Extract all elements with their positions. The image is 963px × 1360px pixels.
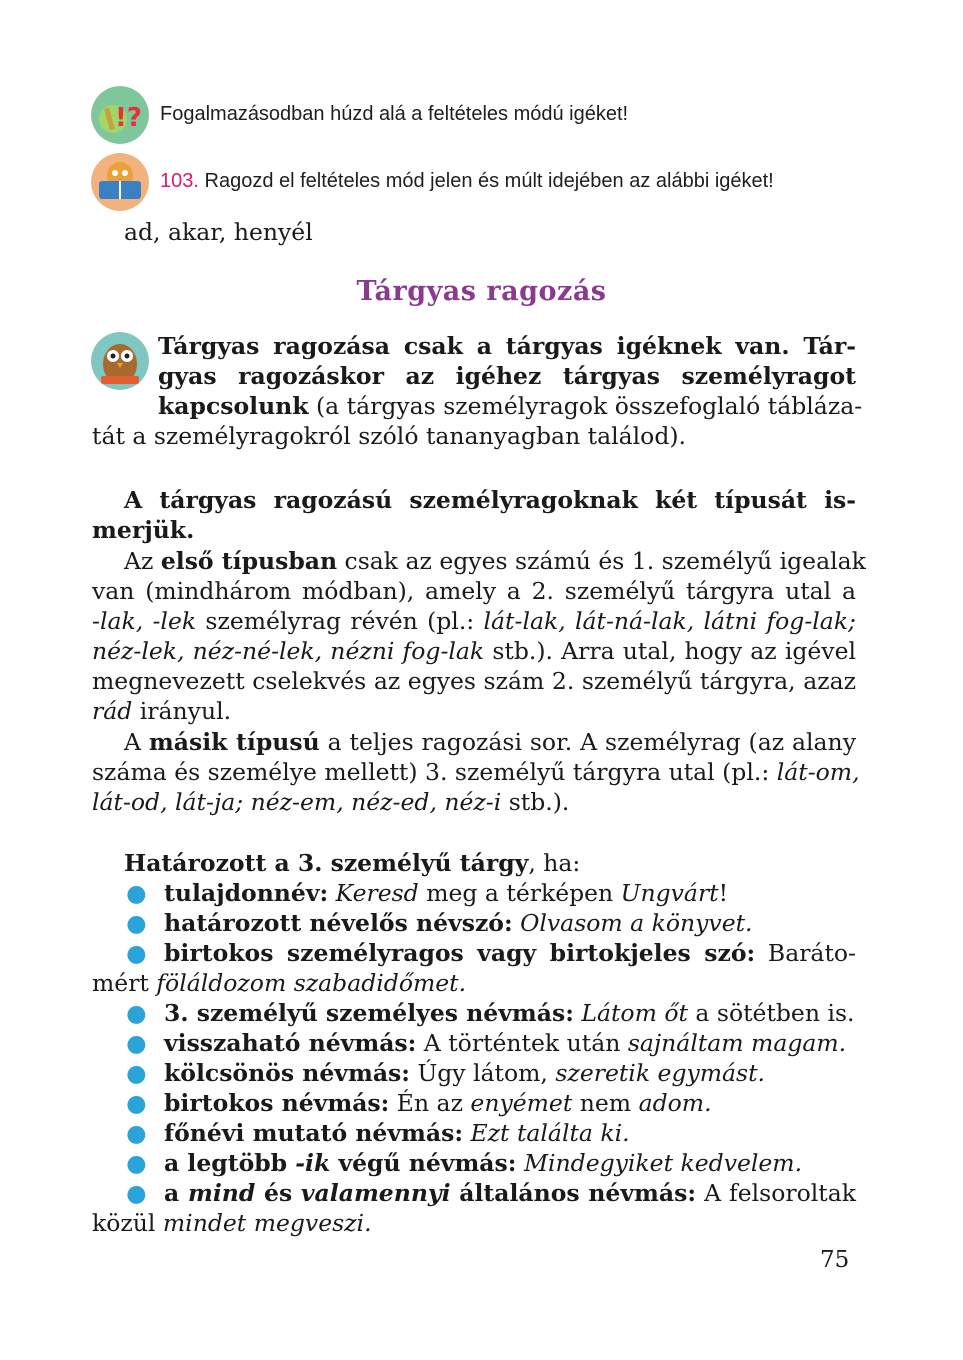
type1-line-6: rád irányul. — [92, 697, 232, 725]
list-item: ● birtokos névmás: Én az enyémet nem adom. — [126, 1089, 712, 1117]
exercise-text: Ragozd el feltételes mód jelen és múlt idejében az alábbi igéket! — [204, 170, 774, 192]
type1-line-3: -lak, -lek személyrag révén (pl.: lát-lak, lát-ná-lak, látni fog-lak; — [92, 607, 856, 635]
task-instruction: Fogalmazásodban húzd alá a feltételes módú igéket! — [160, 103, 629, 125]
owl-teacher-icon — [91, 332, 149, 390]
type2-line-3: lát-od, lát-ja; néz-em, néz-ed, néz-i stb.). — [92, 788, 570, 816]
rule-line-4: tát a személyragokról szóló tananyagban találod). — [92, 422, 686, 450]
types-heading-2: merjük. — [92, 516, 195, 544]
rule-line-2: gyas ragozáskor az igéhez tárgyas személyragot — [158, 362, 856, 390]
list-item: ● tulajdonnév: Keresd meg a térképen Ungvárt! — [126, 879, 729, 907]
type1-line-4: néz-lek, néz-né-lek, nézni fog-lak stb.). Arra utal, hogy az igével — [92, 637, 856, 665]
rule-line-3: kapcsolunk (a tárgyas személyragok összefoglaló tábláza- — [158, 392, 863, 420]
definite-heading: Határozott a 3. személyű tárgy, ha: — [124, 849, 581, 877]
list-item: ● birtokos személyragos vagy birtokjeles szó: Baráto- — [126, 939, 856, 967]
exercise-103 — [160, 170, 774, 193]
list-item-continued: közül mindet megveszi. — [92, 1209, 372, 1237]
list-item: ● 3. személyű személyes névmás: Látom őt a sötétben is. — [126, 999, 855, 1027]
reading-cat-icon — [91, 153, 149, 211]
svg-text:!?: !? — [115, 103, 142, 133]
type1-line-1: Az első típusban csak az egyes számú és 1. személyű igealak — [124, 547, 866, 575]
type1-line-2: van (mindhárom módban), amely a 2. személyű tárgyra utal a — [92, 577, 856, 605]
section-title: Tárgyas ragozás — [356, 276, 607, 307]
list-item: ● főnévi mutató névmás: Ezt találta ki. — [126, 1119, 630, 1147]
list-item: ● kölcsönös névmás: Úgy látom, szeretik egymást. — [126, 1059, 766, 1087]
list-item-continued: mért föláldozom szabadidőmet. — [92, 969, 467, 997]
list-item: ● visszaható névmás: A történtek után sajnáltam magam. — [126, 1029, 847, 1057]
writing-task-icon — [91, 86, 149, 144]
page-number: 75 — [820, 1247, 850, 1273]
list-item: ● határozott névelős névszó: Olvasom a könyvet. — [126, 909, 753, 937]
list-item: ● a mind és valamennyi általános névmás: A felsoroltak — [126, 1179, 856, 1207]
type2-line-1: A másik típusú a teljes ragozási sor. A személyrag (az alany — [124, 728, 856, 756]
rule-line-1: Tárgyas ragozása csak a tárgyas igéknek van. Tár- — [158, 332, 856, 360]
exercise-number: 103. — [160, 170, 199, 192]
type1-line-5: megnevezett cselekvés az egyes szám 2. személyű tárgyra, azaz — [92, 667, 856, 695]
exercise-words: ad, akar, henyél — [124, 218, 313, 246]
type2-line-2: száma és személye mellett) 3. személyű tárgyra utal (pl.: lát-om, — [92, 758, 860, 786]
types-heading-1: A tárgyas ragozású személyragoknak két típusát is- — [124, 486, 856, 514]
list-item: ● a legtöbb -ik végű névmás: Mindegyiket kedvelem. — [126, 1149, 803, 1177]
